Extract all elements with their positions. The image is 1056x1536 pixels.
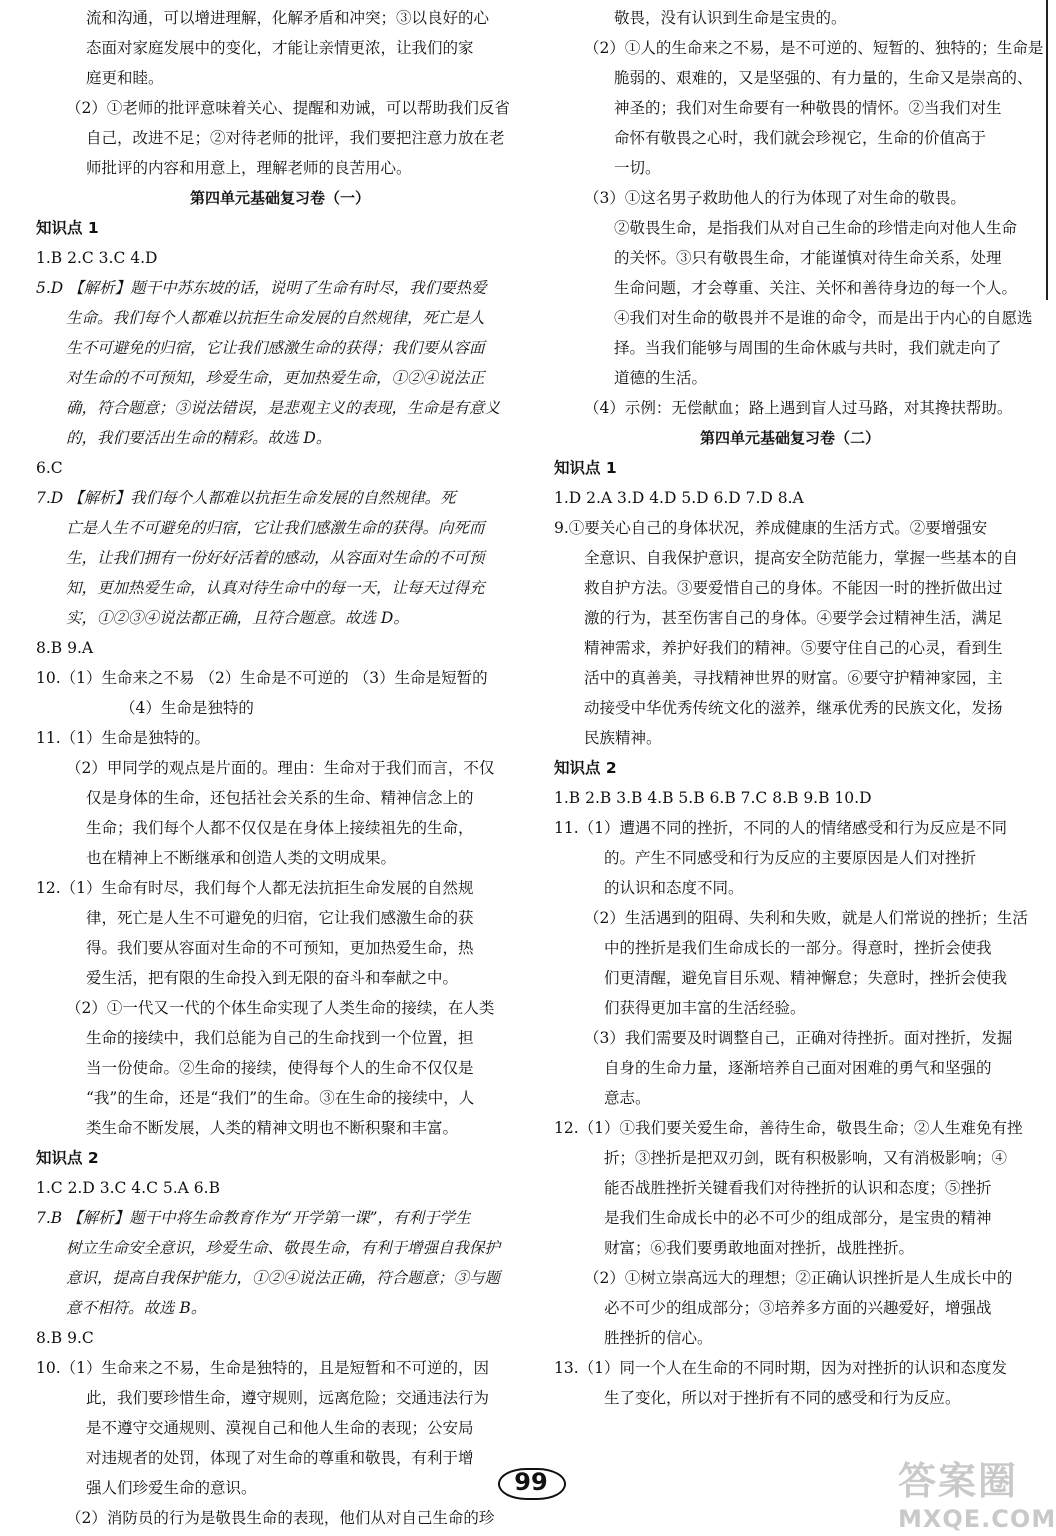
answer-line: 12.（1）生命有时尽，我们每个人都无法抗拒生命发展的自然规 bbox=[36, 879, 474, 897]
answer-line: 的认识和态度不同。 bbox=[604, 879, 744, 897]
answer-line: 生了变化，所以对于挫折有不同的感受和行为反应。 bbox=[604, 1389, 961, 1407]
answer-line: 8.B 9.C bbox=[36, 1329, 94, 1347]
answer-line: 9.①要关心自己的身体状况，养成健康的生活方式。②要增强安 bbox=[554, 519, 988, 537]
answer-line: 得。我们要从容面对生命的不可预知，更加热爱生命，热 bbox=[86, 939, 474, 957]
answer-line: 对违规者的处罚，体现了对生命的尊重和敬畏，有利于增 bbox=[86, 1449, 474, 1467]
knowledge-point-label: 知识点 2 bbox=[36, 1149, 99, 1167]
answer-line: 自身的生命力量，逐渐培养自己面对困难的勇气和坚强的 bbox=[604, 1059, 992, 1077]
answer-line: 实，①②③④说法都正确，且符合题意。故选 D。 bbox=[66, 609, 409, 627]
answer-line: 庭更和睦。 bbox=[86, 69, 164, 87]
answer-line: 仅是身体的生命，还包括社会关系的生命、精神信念上的 bbox=[86, 789, 474, 807]
answer-line: 们获得更加丰富的生活经验。 bbox=[604, 999, 806, 1017]
answer-line: 民族精神。 bbox=[584, 729, 662, 747]
answer-line: （4）生命是独特的 bbox=[120, 699, 254, 717]
answer-line: 也在精神上不断继承和创造人类的文明成果。 bbox=[86, 849, 397, 867]
answer-line: 流和沟通，可以增进理解，化解矛盾和冲突；③以良好的心 bbox=[86, 9, 490, 27]
answer-line: 生，让我们拥有一份好好活着的感动，从容面对生命的不可预 bbox=[66, 549, 485, 567]
answer-line: 爱生活，把有限的生命投入到无限的奋斗和奉献之中。 bbox=[86, 969, 459, 987]
answer-line: 6.C bbox=[36, 459, 63, 477]
answer-line: 命怀有敬畏之心时，我们就会珍视它，生命的价值高于 bbox=[614, 129, 987, 147]
answer-line: 胜挫折的信心。 bbox=[604, 1329, 713, 1347]
answer-line: （4）示例：无偿献血；路上遇到盲人过马路，对其搀扶帮助。 bbox=[584, 399, 1013, 417]
knowledge-point-label: 知识点 2 bbox=[554, 759, 617, 777]
answer-line: 全意识、自我保护意识，提高安全防范能力，掌握一些基本的自 bbox=[584, 549, 1019, 567]
answer-line: 财富；⑥我们要勇敢地面对挫折，战胜挫折。 bbox=[604, 1239, 915, 1257]
answer-line: 激的行为，甚至伤害自己的身体。④要学会过精神生活，满足 bbox=[584, 609, 1003, 627]
answer-line: ④我们对生命的敬畏并不是谁的命令，而是出于内心的自愿选 bbox=[614, 309, 1033, 327]
answer-line: 10.（1）生命来之不易 （2）生命是不可逆的 （3）生命是短暂的 bbox=[36, 669, 488, 687]
answer-line: “我”的生命，还是“我们”的生命。③在生命的接续中，人 bbox=[86, 1089, 475, 1107]
answer-line: 的，我们要活出生命的精彩。故选 D。 bbox=[66, 429, 332, 447]
answer-line: 生命。我们每个人都难以抗拒生命发展的自然规律，死亡是人 bbox=[66, 309, 485, 327]
watermark-chinese: 答案圈 bbox=[898, 1459, 1019, 1503]
answer-line: 脆弱的、艰难的，又是坚强的、有力量的，生命又是崇高的、 bbox=[614, 69, 1033, 87]
answer-line: 是不遵守交通规则、漠视自己和他人生命的表现；公安局 bbox=[86, 1419, 474, 1437]
answer-line: 1.B 2.B 3.B 4.B 5.B 6.B 7.C 8.B 9.B 10.D bbox=[554, 789, 872, 807]
answer-line: （2）①老师的批评意味着关心、提醒和劝诫，可以帮助我们反省 bbox=[66, 99, 510, 117]
answer-line: 1.B 2.C 3.C 4.D bbox=[36, 249, 158, 267]
page-number bbox=[498, 1462, 564, 1502]
answer-line: ②敬畏生命，是指我们从对自己生命的珍惜走向对他人生命 bbox=[614, 219, 1018, 237]
page-number-text: 99 bbox=[514, 1468, 548, 1496]
answer-line: 亡是人生不可避免的归宿，它让我们感激生命的获得。向死而 bbox=[66, 519, 485, 537]
watermark-logo bbox=[898, 1450, 1056, 1533]
answer-line: 此，我们要珍惜生命，遵守规则，远离危险；交通违法行为 bbox=[86, 1389, 490, 1407]
answer-line: 意不相符。故选 B。 bbox=[66, 1299, 207, 1317]
answer-line: （2）生活遇到的阻碍、失利和失败，就是人们常说的挫折；生活 bbox=[584, 909, 1028, 927]
answer-line: 中的挫折是我们生命成长的一部分。得意时，挫折会使我 bbox=[604, 939, 992, 957]
answer-line: 是我们生命成长中的必不可少的组成部分，是宝贵的精神 bbox=[604, 1209, 992, 1227]
answer-line: 敬畏，没有认识到生命是宝贵的。 bbox=[614, 9, 847, 27]
answer-line: 8.B 9.A bbox=[36, 639, 94, 657]
column-edge-line bbox=[1046, 0, 1048, 300]
answer-line: （2）消防员的行为是敬畏生命的表现，他们从对自己生命的珍 bbox=[66, 1509, 495, 1527]
answer-line: 态面对家庭发展中的变化，才能让亲情更浓，让我们的家 bbox=[86, 39, 474, 57]
answer-line: （2）甲同学的观点是片面的。理由：生命对于我们而言，不仅 bbox=[66, 759, 495, 777]
answer-line: 折；③挫折是把双刃剑，既有积极影响，又有消极影响；④ bbox=[604, 1149, 1008, 1167]
answer-line: 们更清醒，避免盲目乐观、精神懈怠；失意时，挫折会使我 bbox=[604, 969, 1008, 987]
answer-line: 1.C 2.D 3.C 4.C 5.A 6.B bbox=[36, 1179, 220, 1197]
answer-line: 7.B 【解析】题干中将生命教育作为“开学第一课”，有利于学生 bbox=[36, 1209, 471, 1227]
answer-line: 生不可避免的归宿，它让我们感激生命的获得；我们要从容面 bbox=[66, 339, 485, 357]
answer-line: 强人们珍爱生命的意识。 bbox=[86, 1479, 257, 1497]
answer-line: 必不可少的组成部分；③培养多方面的兴趣爱好，增强战 bbox=[604, 1299, 992, 1317]
answer-line: 动接受中华优秀传统文化的滋养，继承优秀的民族文化，发扬 bbox=[584, 699, 1003, 717]
answer-line: 师批评的内容和用意上，理解老师的良苦用心。 bbox=[86, 159, 412, 177]
answer-line: 的关怀。③只有敬畏生命，才能谨慎对待生命关系，处理 bbox=[614, 249, 1002, 267]
answer-line: 对生命的不可预知，珍爱生命，更加热爱生命，①②④说法正 bbox=[66, 369, 485, 387]
section-heading: 第四单元基础复习卷（二） bbox=[700, 429, 881, 447]
answer-line: 1.D 2.A 3.D 4.D 5.D 6.D 7.D 8.A bbox=[554, 489, 804, 507]
answer-line: 当一份使命。②生命的接续，使得每个人的生命不仅仅是 bbox=[86, 1059, 474, 1077]
answer-line: （3）①这名男子救助他人的行为体现了对生命的敬畏。 bbox=[584, 189, 966, 207]
answer-line: 的。产生不同感受和行为反应的主要原因是人们对挫折 bbox=[604, 849, 977, 867]
answer-line: 5.D 【解析】题干中苏东坡的话，说明了生命有时尽，我们要热爱 bbox=[36, 279, 487, 297]
answer-line: 救自护方法。③要爱惜自己的身体。不能因一时的挫折做出过 bbox=[584, 579, 1003, 597]
answer-line: 活中的真善美，寻找精神世界的财富。⑥要守护精神家园，主 bbox=[584, 669, 1003, 687]
answer-line: 12.（1）①我们要关爱生命，善待生命，敬畏生命；②人生难免有挫 bbox=[554, 1119, 1023, 1137]
answer-line: 生命；我们每个人都不仅仅是在身体上接续祖先的生命， bbox=[86, 819, 474, 837]
answer-line: 13.（1）同一个人在生命的不同时期，因为对挫折的认识和态度发 bbox=[554, 1359, 1008, 1377]
answer-line: 确，符合题意；③说法错误，是悲观主义的表现，生命是有意义 bbox=[66, 399, 501, 417]
knowledge-point-label: 知识点 1 bbox=[554, 459, 617, 477]
answer-line: 意志。 bbox=[604, 1089, 651, 1107]
answer-line: 神圣的；我们对生命要有一种敬畏的情怀。②当我们对生 bbox=[614, 99, 1002, 117]
answer-line: （2）①人的生命来之不易，是不可逆的、短暂的、独特的；生命是 bbox=[584, 39, 1044, 57]
knowledge-point-label: 知识点 1 bbox=[36, 219, 99, 237]
answer-line: 知，更加热爱生命，认真对待生命中的每一天，让每天过得充 bbox=[66, 579, 485, 597]
answer-line: 自己，改进不足；②对待老师的批评，我们要把注意力放在老 bbox=[86, 129, 505, 147]
answer-line: 择。当我们能够与周围的生命休戚与共时，我们就走向了 bbox=[614, 339, 1002, 357]
section-heading: 第四单元基础复习卷（一） bbox=[190, 189, 371, 207]
answer-line: 7.D 【解析】我们每个人都难以抗拒生命发展的自然规律。死 bbox=[36, 489, 456, 507]
answer-line: 生命问题，才会尊重、关注、关怀和善待身边的每一个人。 bbox=[614, 279, 1018, 297]
answer-line: 树立生命安全意识，珍爱生命、敬畏生命，有利于增强自我保护 bbox=[66, 1239, 501, 1257]
answer-line: 生命的接续中，我们总能为自己的生命找到一个位置，担 bbox=[86, 1029, 474, 1047]
answer-line: 精神需求，养护好我们的精神。⑤要守住自己的心灵，看到生 bbox=[584, 639, 1003, 657]
watermark-english: MXQE.COM bbox=[898, 1505, 1056, 1533]
answer-line: 一切。 bbox=[614, 159, 661, 177]
answer-line: 道德的生活。 bbox=[614, 369, 708, 387]
answer-line: 能否战胜挫折关键看我们对待挫折的认识和态度；⑤挫折 bbox=[604, 1179, 992, 1197]
answer-line: （2）①树立崇高远大的理想；②正确认识挫折是人生成长中的 bbox=[584, 1269, 1013, 1287]
answer-line: （2）①一代又一代的个体生命实现了人类生命的接续，在人类 bbox=[66, 999, 495, 1017]
answer-line: 11.（1）生命是独特的。 bbox=[36, 729, 211, 747]
answer-line: 类生命不断发展，人类的精神文明也不断积聚和丰富。 bbox=[86, 1119, 459, 1137]
answer-line: 11.（1）遭遇不同的挫折，不同的人的情绪感受和行为反应是不同 bbox=[554, 819, 1008, 837]
answer-line: 律，死亡是人生不可避免的归宿，它让我们感激生命的获 bbox=[86, 909, 474, 927]
answer-line: 10.（1）生命来之不易，生命是独特的，且是短暂和不可逆的，因 bbox=[36, 1359, 490, 1377]
answer-line: 意识，提高自我保护能力，①②④说法正确，符合题意；③与题 bbox=[66, 1269, 501, 1287]
answer-line: （3）我们需要及时调整自己，正确对待挫折。面对挫折，发掘 bbox=[584, 1029, 1013, 1047]
